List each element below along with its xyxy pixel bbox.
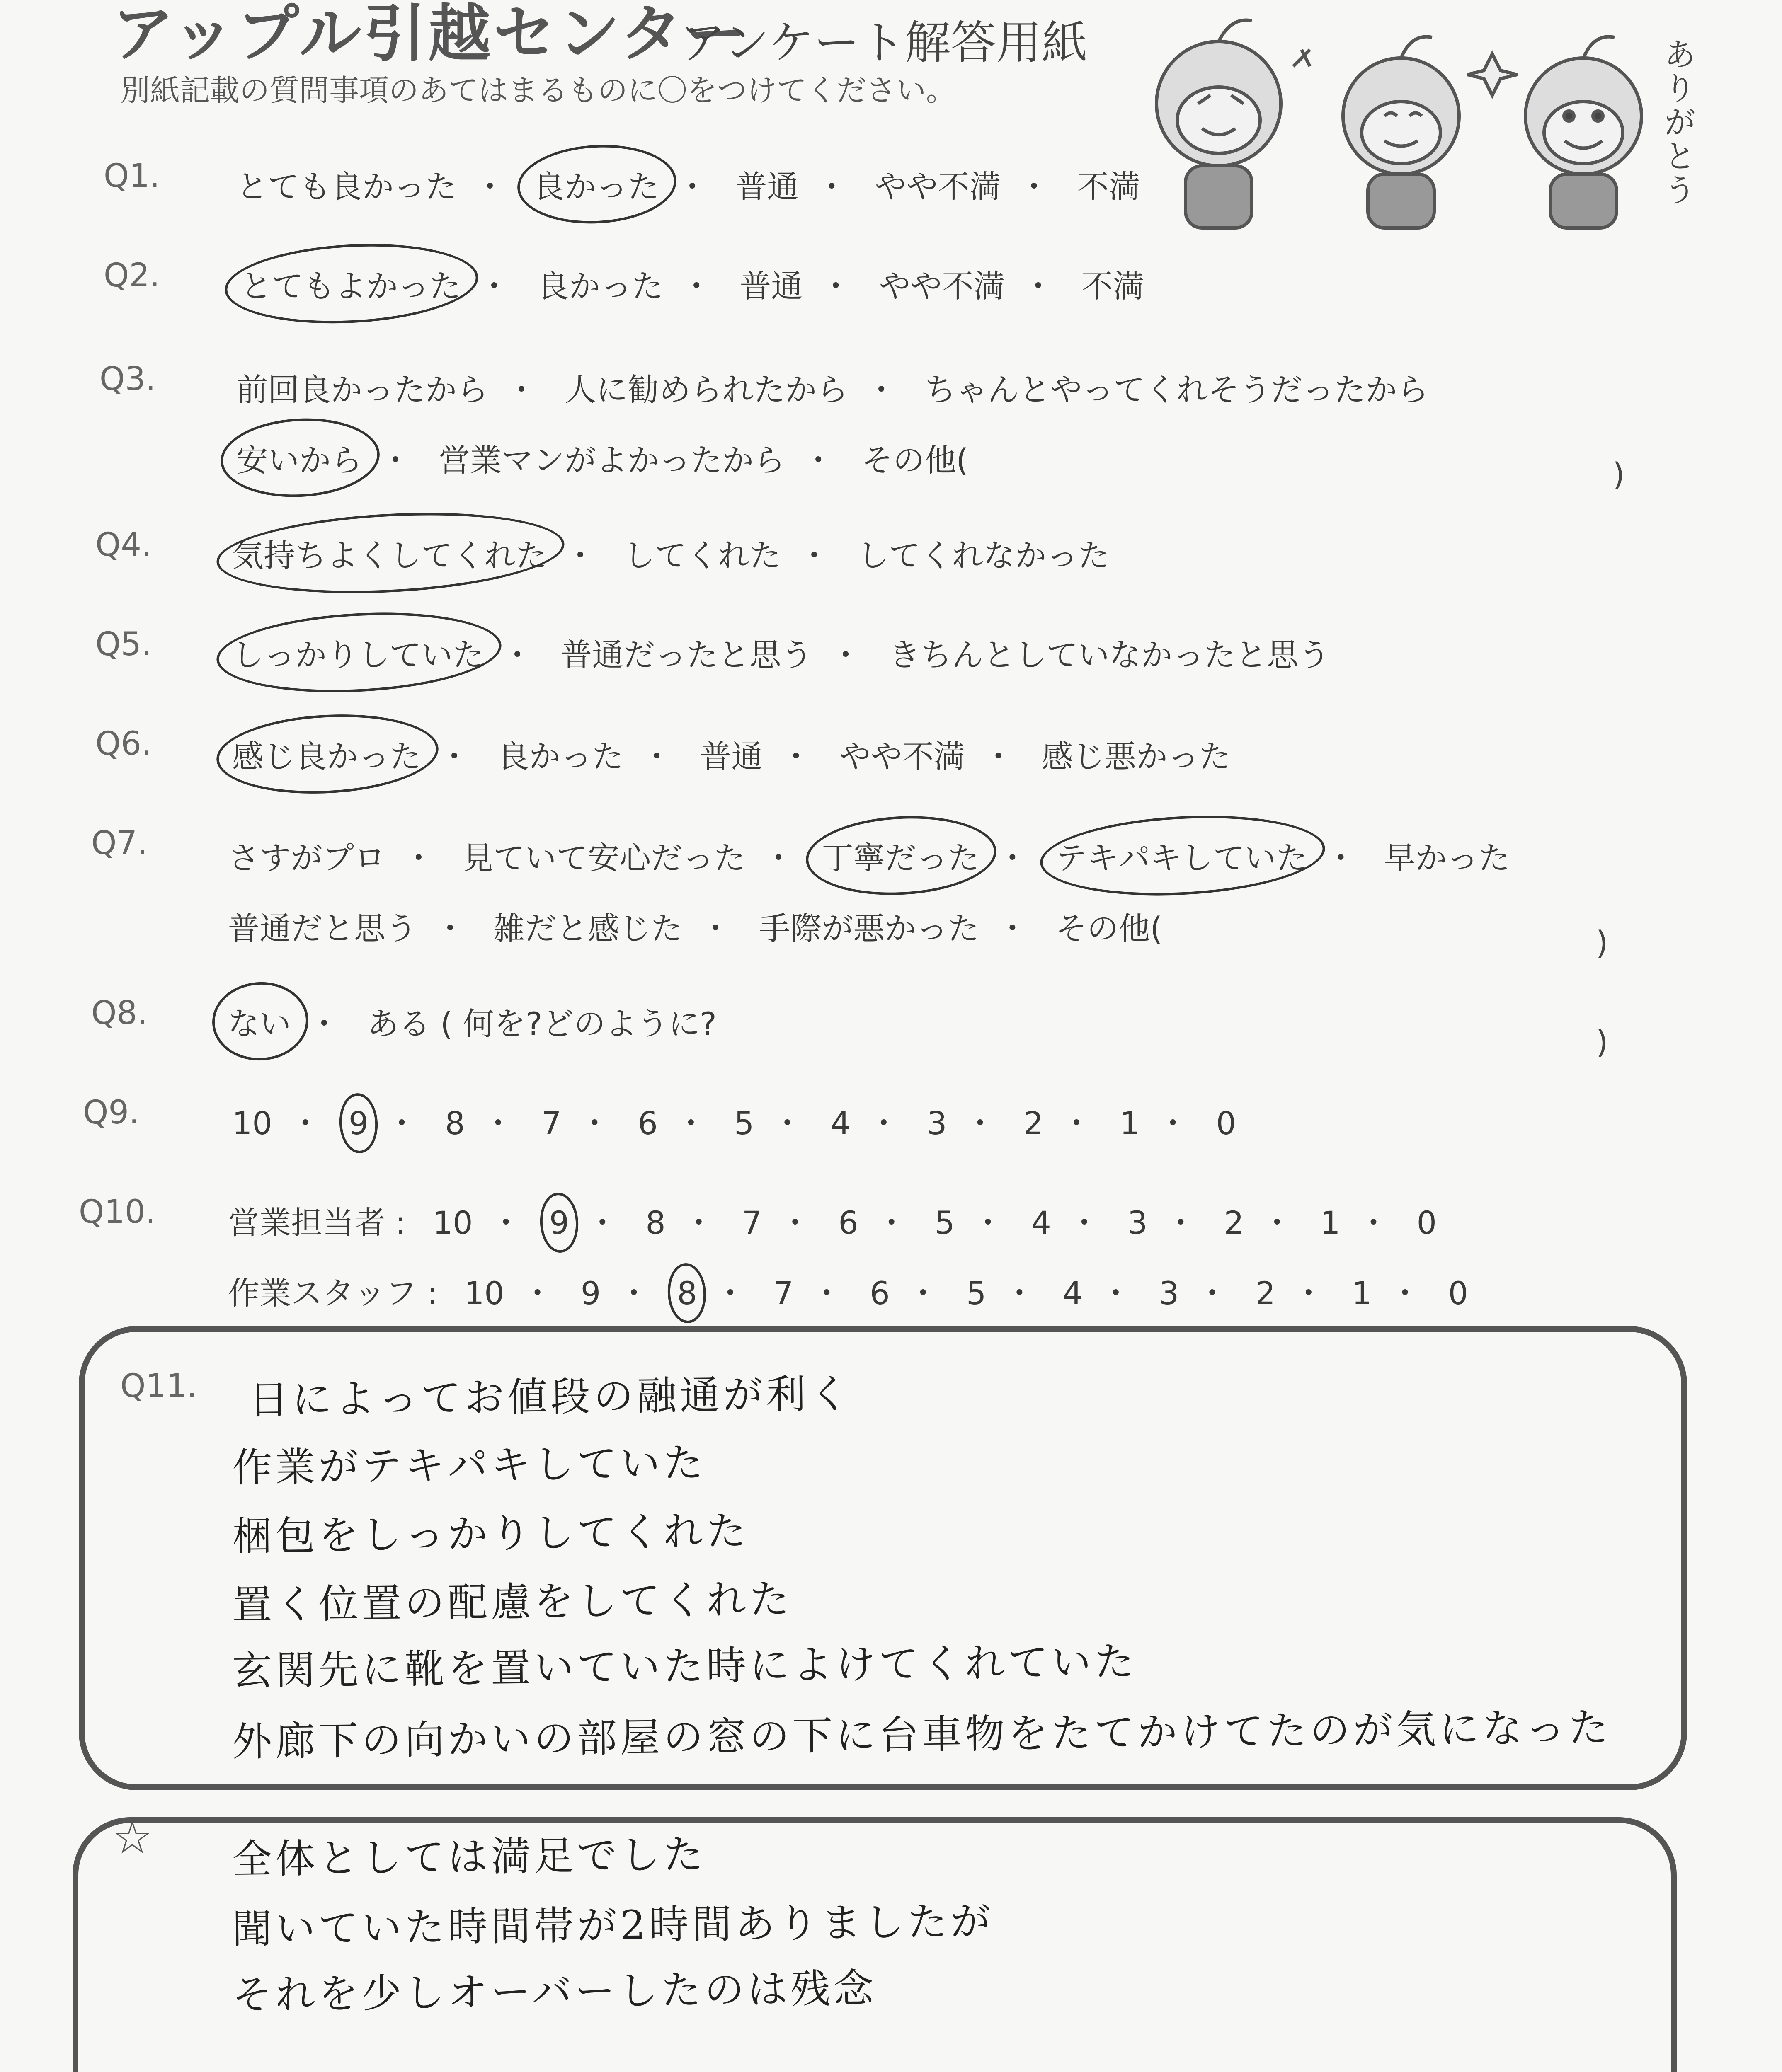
q4-option-selected[interactable]: 気持ちよくしてくれた [232, 530, 547, 576]
overall-comment-line: 聞いていた時間帯が2時間ありましたが [232, 1898, 994, 1953]
q10-label: Q10. [79, 1193, 156, 1231]
q7-option[interactable]: 雑だと感じた [493, 910, 683, 947]
q1-option[interactable]: 普通 [735, 168, 799, 205]
mascot-caption: ありがとう [1658, 37, 1696, 207]
q9-score[interactable]: 5 [734, 1105, 754, 1142]
q7-option-other[interactable]: その他( [1055, 910, 1163, 947]
q10-staff-score[interactable]: 4 [1062, 1275, 1083, 1312]
q9-score[interactable]: 3 [927, 1105, 947, 1142]
q6-option[interactable]: 普通 [700, 738, 763, 775]
q5-options: しっかりしていた ・ 普通だったと思う ・ きちんとしていなかったと思う [232, 630, 1330, 675]
q6-option[interactable]: 感じ悪かった [1041, 738, 1231, 775]
q1-option-selected[interactable]: 良かった [533, 162, 659, 207]
q9-label: Q9. [83, 1094, 139, 1131]
q6-option-selected[interactable]: 感じ良かった [232, 731, 421, 777]
q3-options-line1: 前回良かったから ・ 人に勧められたから ・ ちゃんとやってくれそうだったから [236, 365, 1428, 410]
q10-sales-label: 営業担当者 : [228, 1204, 406, 1241]
q4-label: Q4. [95, 526, 152, 564]
q10-staff-label: 作業スタッフ : [228, 1275, 438, 1312]
q1-option[interactable]: とても良かった [236, 168, 457, 205]
q8-close-paren: ) [1596, 1024, 1608, 1060]
q11-comment-line: 作業がテキパキしていた [232, 1440, 707, 1491]
q4-options: 気持ちよくしてくれた ・ してくれた ・ してくれなかった [232, 530, 1109, 576]
q7-option[interactable]: 見ていて安心だった [462, 840, 746, 876]
q10-staff-score[interactable]: 1 [1352, 1275, 1372, 1312]
q5-option-selected[interactable]: しっかりしていた [232, 630, 484, 675]
q9-score-selected[interactable]: 9 [348, 1105, 369, 1142]
q9-score[interactable]: 2 [1023, 1105, 1043, 1142]
brand-name: アップル引越センター [112, 0, 749, 70]
q2-option[interactable]: 不満 [1081, 268, 1144, 305]
q7-options-line2: 普通だと思う ・ 雑だと感じた ・ 手際が悪かった ・ その他( [228, 903, 1162, 949]
overall-comment-line: 全体としては満足でした [232, 1831, 707, 1883]
q9-score[interactable]: 7 [541, 1105, 562, 1142]
q8-option[interactable]: ある ( 何を?どのように? [367, 1005, 717, 1042]
q6-option[interactable]: 良かった [497, 738, 624, 775]
q10-sales-scale: 営業担当者 : 10 ・ 9 ・ 8 ・ 7 ・ 6 ・ 5 ・ 4 ・ 3 ・ 2 ・ 1 ・ 0 [228, 1198, 1437, 1243]
q7-close-paren: ) [1596, 924, 1608, 961]
q3-close-paren: ) [1612, 456, 1625, 493]
q10-staff-score[interactable]: 10 [464, 1275, 504, 1312]
q7-option-selected[interactable]: 丁寧だった [822, 833, 979, 878]
q6-label: Q6. [95, 725, 152, 762]
q4-option[interactable]: してくれた [623, 537, 781, 574]
q10-sales-score[interactable]: 0 [1416, 1204, 1437, 1241]
star-icon: ☆ [112, 1811, 153, 1864]
q11-comment-line: 玄関先に靴を置いていた時によけてくれていた [232, 1638, 1138, 1694]
q10-sales-score[interactable]: 8 [645, 1204, 666, 1241]
q10-staff-scale: 作業スタッフ : 10 ・ 9 ・ 8 ・ 7 ・ 6 ・ 5 ・ 4 ・ 3 ・ 2 ・ 1 ・ 0 [228, 1268, 1468, 1313]
q10-staff-score[interactable]: 7 [773, 1275, 794, 1312]
q7-option[interactable]: 手際が悪かった [759, 910, 979, 947]
q3-label: Q3. [99, 361, 156, 398]
q9-score[interactable]: 0 [1216, 1105, 1236, 1142]
q9-score[interactable]: 10 [232, 1105, 272, 1142]
q3-option-other[interactable]: その他( [861, 442, 968, 479]
q10-sales-score[interactable]: 3 [1127, 1204, 1148, 1241]
q10-staff-score[interactable]: 2 [1255, 1275, 1275, 1312]
q10-sales-score[interactable]: 10 [432, 1204, 473, 1241]
mascot-illustration [1119, 8, 1708, 240]
q2-option[interactable]: やや不満 [879, 268, 1005, 305]
q2-options: とてもよかった ・ 良かった ・ 普通 ・ やや不満 ・ 不満 [240, 261, 1144, 306]
q9-score[interactable]: 4 [830, 1105, 851, 1142]
q2-option[interactable]: 良かった [537, 268, 664, 305]
q7-option[interactable]: さすがプロ [228, 840, 385, 876]
q7-label: Q7. [91, 825, 148, 862]
q8-options: ない ・ ある ( 何を?どのように? [228, 999, 717, 1044]
q10-staff-score-selected[interactable]: 8 [677, 1275, 697, 1312]
q1-options: とても良かった ・ 良かった ・ 普通 ・ やや不満 ・ 不満 [236, 162, 1140, 207]
q4-option[interactable]: してくれなかった [857, 537, 1110, 574]
q11-label: Q11. [120, 1368, 197, 1405]
q9-score[interactable]: 1 [1120, 1105, 1140, 1142]
q2-option[interactable]: 普通 [739, 268, 803, 305]
q10-staff-score[interactable]: 3 [1159, 1275, 1179, 1312]
q2-option-selected[interactable]: とてもよかった [240, 261, 461, 306]
q11-comment-line: 日によってお値段の融通が利く [248, 1370, 853, 1423]
q10-staff-score[interactable]: 5 [966, 1275, 987, 1312]
q3-option[interactable]: 人に勧められたから [565, 371, 849, 408]
q7-options-line1: さすがプロ ・ 見ていて安心だった ・ 丁寧だった ・ テキパキしていた ・ 早かった [228, 833, 1510, 878]
q9-score[interactable]: 8 [445, 1105, 465, 1142]
instruction-text: 別紙記載の質問事項のあてはまるものに〇をつけてください。 [120, 73, 956, 108]
q9-scale: 10 ・ 9 ・ 8 ・ 7 ・ 6 ・ 5 ・ 4 ・ 3 ・ 2 ・ 1 ・ 0 [232, 1105, 1236, 1142]
q3-option-selected[interactable]: 安いから [236, 435, 362, 480]
q10-sales-score[interactable]: 2 [1224, 1204, 1244, 1241]
q10-staff-score[interactable]: 9 [580, 1275, 601, 1312]
q7-option[interactable]: 普通だと思う [228, 910, 417, 947]
q10-staff-score[interactable]: 0 [1448, 1275, 1468, 1312]
q8-option-selected[interactable]: ない [228, 999, 291, 1044]
q1-label: Q1. [104, 157, 160, 195]
q3-option[interactable]: 前回良かったから [236, 371, 488, 408]
q10-sales-score[interactable]: 5 [934, 1204, 955, 1241]
q9-score[interactable]: 6 [638, 1105, 658, 1142]
q5-option[interactable]: 普通だったと思う [560, 637, 813, 673]
q10-staff-score[interactable]: 6 [870, 1275, 890, 1312]
q3-options-line2: 安いから ・ 営業マンがよかったから ・ その他( [236, 435, 968, 480]
q11-comment-line: 置く位置の配慮をしてくれた [232, 1576, 793, 1629]
q10-sales-score[interactable]: 1 [1320, 1204, 1341, 1241]
q7-option[interactable]: 早かった [1384, 840, 1510, 876]
q10-sales-score-selected[interactable]: 9 [549, 1204, 570, 1241]
q10-sales-score[interactable]: 6 [838, 1204, 858, 1241]
overall-comment-line: それを少しオーバーしたのは残念 [232, 1965, 877, 2019]
q3-option[interactable]: 営業マンがよかったから [439, 442, 786, 479]
q2-label: Q2. [104, 257, 160, 294]
q3-option[interactable]: ちゃんとやってくれそうだったから [924, 371, 1429, 408]
q8-label: Q8. [91, 995, 148, 1032]
q1-option[interactable]: やや不満 [875, 168, 1001, 205]
q5-option[interactable]: きちんとしていなかったと思う [889, 637, 1330, 673]
q5-label: Q5. [95, 626, 152, 663]
q11-comment-line: 外廊下の向かいの部屋の窓の下に台車物をたてかけてたのが気になった [232, 1704, 1612, 1765]
q7-option-selected[interactable]: テキパキしていた [1056, 833, 1308, 878]
q6-option[interactable]: やや不満 [839, 738, 965, 775]
q10-sales-score[interactable]: 4 [1031, 1204, 1051, 1241]
q1-option[interactable]: 不満 [1077, 168, 1140, 205]
q10-sales-score[interactable]: 7 [742, 1204, 762, 1241]
q6-options: 感じ良かった ・ 良かった ・ 普通 ・ やや不満 ・ 感じ悪かった [232, 731, 1231, 777]
q11-comment-line: 梱包をしっかりしてくれた [232, 1508, 750, 1560]
form-title: アンケート解答用紙 [680, 16, 1088, 69]
